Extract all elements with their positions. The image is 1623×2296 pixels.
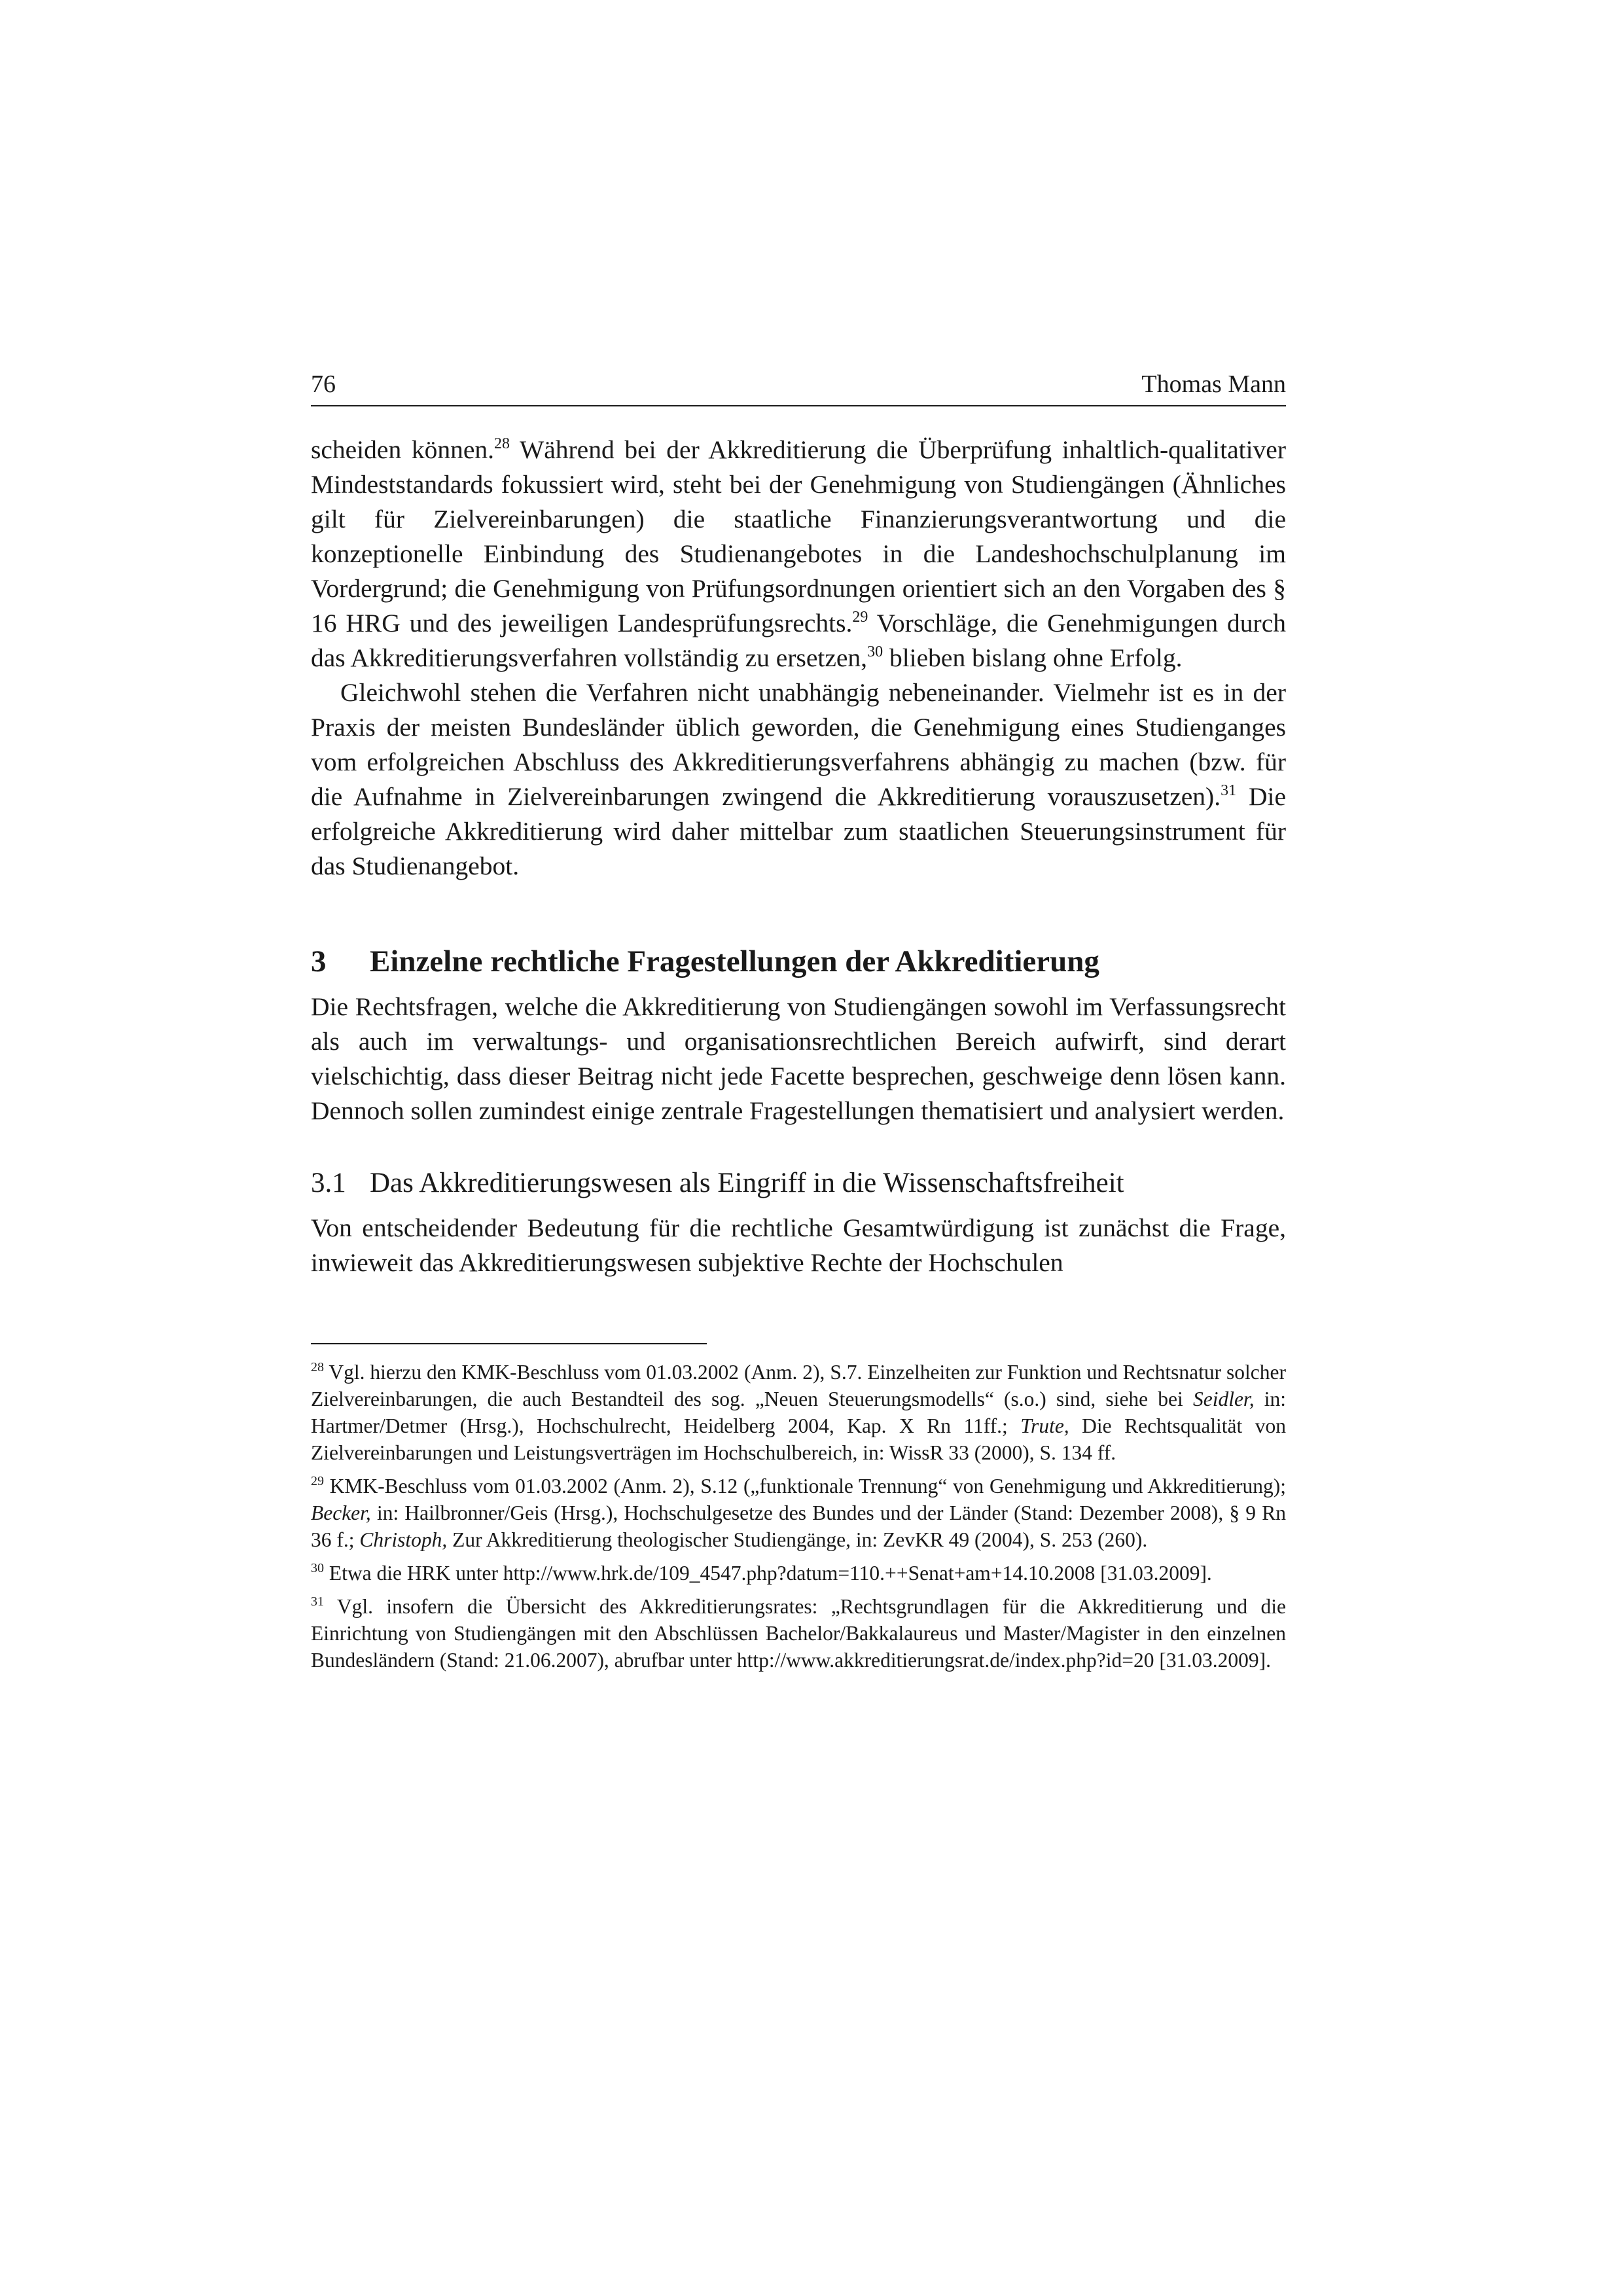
footnote-30 bbox=[311, 1560, 1286, 1587]
subsection-title: Das Akkreditierungswesen als Eingriff in die Wissenschaftsfreiheit bbox=[370, 1168, 1124, 1198]
text-run: Zur Akkreditierung theologischer Studiengänge, in: ZevKR 49 (2004), S. 253 (260). bbox=[447, 1528, 1148, 1551]
section-title: Einzelne rechtliche Fragestellungen der Akkreditierung bbox=[370, 944, 1099, 978]
footnote-ref-30: 30 bbox=[867, 643, 883, 660]
footnote-number: 28 bbox=[311, 1360, 324, 1374]
section-heading bbox=[311, 942, 1286, 980]
footnote-ref-31: 31 bbox=[1221, 782, 1237, 799]
text-run: KMK-Beschluss vom 01.03.2002 (Anm. 2), S.12 („funktionale Trennung“ von Genehmigung und Akkreditierung); bbox=[324, 1475, 1286, 1498]
text-run: blieben bislang ohne Erfolg. bbox=[883, 643, 1183, 672]
text-run: Etwa die HRK unter http://www.hrk.de/109_4547.php?datum=110.++Senat+am+14.10.2008 [31.03.2009]. bbox=[324, 1562, 1212, 1585]
section-number: 3 bbox=[311, 944, 327, 978]
paragraph-4: Von entscheidender Bedeutung für die rechtliche Gesamtwürdigung ist zunächst die Frage, inwieweit das Akkreditierungswesen subjektive Rechte der Hochschulen bbox=[311, 1213, 1286, 1277]
cited-author: Seidler, bbox=[1192, 1388, 1255, 1410]
footnote-number: 29 bbox=[311, 1474, 324, 1488]
footnotes bbox=[311, 1359, 1286, 1674]
text-run: Während bei der Akkreditierung die Überprüfung inhaltlich-qualitativer Mindeststandards fokussiert wird, steht bei der Genehmigung von Studiengängen (Ähnliches gilt für Zielvereinbarungen) die staatliche Finanzierungsverantwortung und die konzeptionelle Einbindung des Studienangebotes in die Landeshochschulplanung im Vordergrund; die Genehmigung von Prüfungsordnungen orientiert sich an den Vorgaben des § 16 HRG und des jeweiligen Landesprüfungsrechts. bbox=[311, 435, 1286, 637]
paragraph-1 bbox=[311, 433, 1286, 675]
footnote-number: 30 bbox=[311, 1561, 324, 1575]
text-run: Gleichwohl stehen die Verfahren nicht unabhängig nebeneinander. Vielmehr ist es in der Praxis der meisten Bundesländer üblich geworden, die Genehmigung eines Studienganges vom erfolgreichen Abschluss des Akkreditierungsverfahrens abhängig zu machen (bzw. für die Aufnahme in Zielvereinbarungen zwingend die Akkreditierung vorauszusetzen). bbox=[311, 678, 1286, 811]
footnote-separator bbox=[311, 1343, 707, 1344]
text-run: in: Hartmer/Detmer (Hrsg.), Hochschulrecht, Heidelberg 2004, Kap. X Rn 11ff.; bbox=[311, 1388, 1286, 1437]
footnote-28 bbox=[311, 1359, 1286, 1466]
paragraph-3: Die Rechtsfragen, welche die Akkreditierung von Studiengängen sowohl im Verfassungsrecht als auch im verwaltungs- und organisationsrechtlichen Bereich aufwirft, sind derart vielschichtig, dass dieser Beitrag nicht jede Facette besprechen, geschweige denn lösen kann. Dennoch sollen zumindest einige zentrale Fragestellungen thematisiert und analysiert werden. bbox=[311, 992, 1286, 1125]
text-run: Die Rechtsqualität von Zielvereinbarungen und Leistungsverträgen im Hochschulbereich, in: WissR 33 (2000), S. 134 ff. bbox=[311, 1414, 1286, 1464]
subsection-number: 3.1 bbox=[311, 1168, 346, 1198]
cited-author: Becker, bbox=[311, 1501, 371, 1524]
text-run: Vorschläge, die Genehmigungen durch das Akkreditierungsverfahren vollständig zu ersetzen, bbox=[311, 609, 1286, 672]
footnote-ref-29: 29 bbox=[852, 609, 868, 626]
cited-author: Trute, bbox=[1020, 1414, 1069, 1437]
running-head-author: Thomas Mann bbox=[1141, 370, 1286, 398]
text-run: Vgl. insofern die Übersicht des Akkreditierungsrates: „Rechtsgrundlagen für die Akkreditierung und die Einrichtung von Studiengängen mit den Abschlüssen Bachelor/Bakkalaureus und Master/Magister in den einzelnen Bundesländern (Stand: 21.06.2007), abrufbar unter http://www.akkreditierungsrat.de/index.php?id=20 [31.03.2009]. bbox=[311, 1595, 1286, 1672]
running-header bbox=[311, 370, 1286, 406]
page-number: 76 bbox=[311, 370, 336, 398]
text-run: Vgl. hierzu den KMK-Beschluss vom 01.03.2002 (Anm. 2), S.7. Einzelheiten zur Funktion und Rechtsnatur solcher Zielvereinbarungen, die auch Bestandteil des sog. „Neuen Steuerungsmodells“ (s.o.) sind, siehe bei bbox=[311, 1361, 1286, 1410]
text-run: Die erfolgreiche Akkreditierung wird daher mittelbar zum staatlichen Steuerungsinstrument für das Studienangebot. bbox=[311, 782, 1286, 880]
cited-author: Christoph, bbox=[359, 1528, 448, 1551]
footnote-29 bbox=[311, 1473, 1286, 1553]
footnote-31 bbox=[311, 1593, 1286, 1674]
footnote-number: 31 bbox=[311, 1594, 324, 1609]
page bbox=[311, 370, 1286, 1680]
body-text bbox=[311, 433, 1286, 1280]
paragraph-2 bbox=[311, 675, 1286, 884]
text-run: in: Hailbronner/Geis (Hrsg.), Hochschulgesetze des Bundes und der Länder (Stand: Dezember 2008), § 9 Rn 36 f.; bbox=[311, 1501, 1286, 1551]
subsection-heading bbox=[311, 1165, 1286, 1202]
text-run: scheiden können. bbox=[311, 435, 495, 464]
footnote-ref-28: 28 bbox=[494, 435, 510, 452]
